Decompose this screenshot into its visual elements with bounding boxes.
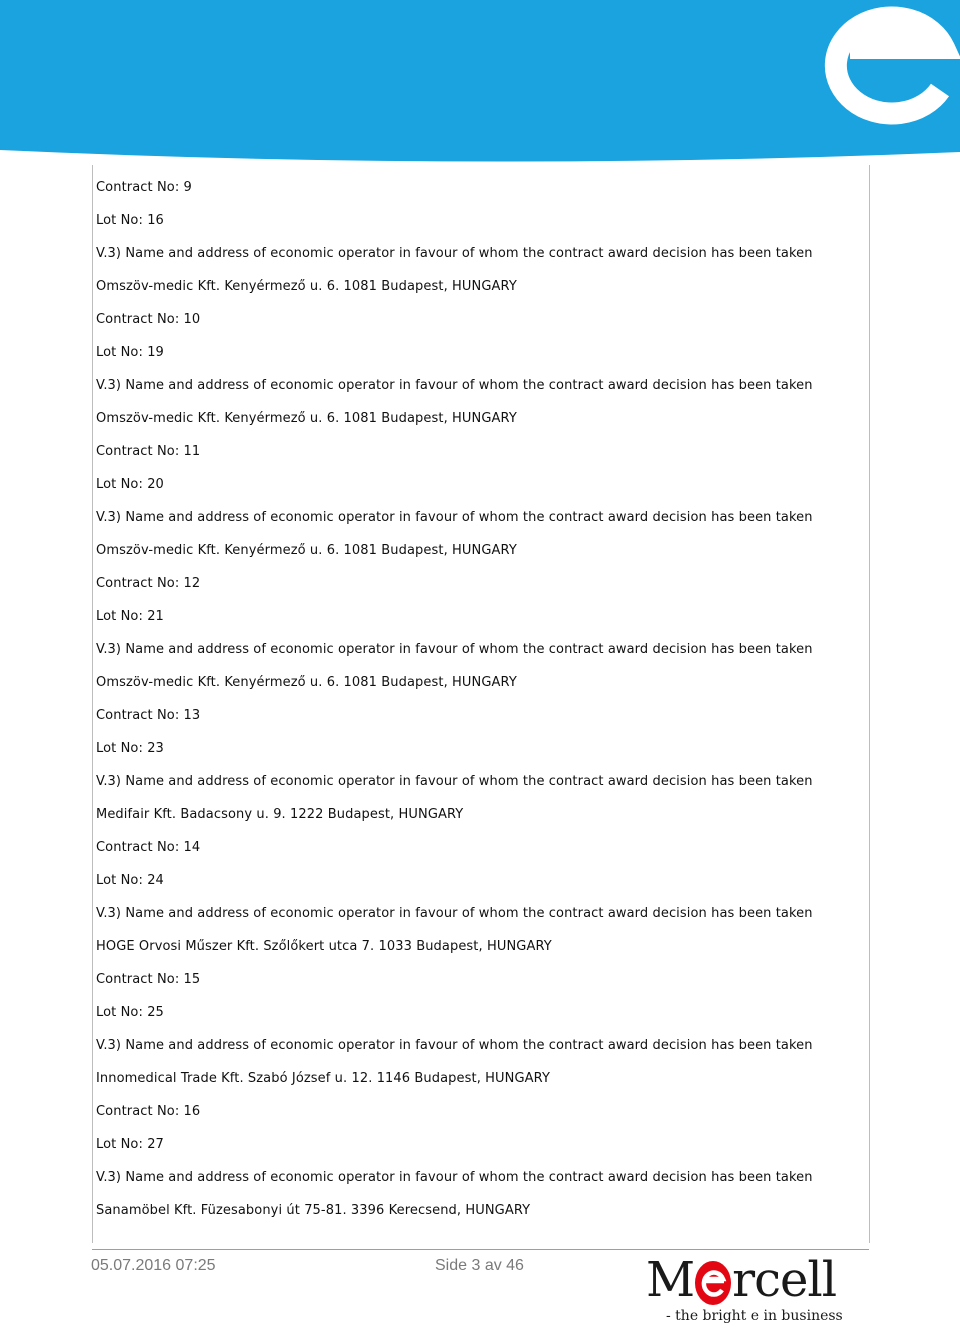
footer-timestamp: 05.07.2016 07:25 [91, 1257, 216, 1274]
section-heading-line: V.3) Name and address of economic operator in favour of whom the contract award decision has been taken [96, 906, 813, 921]
section-heading-line: V.3) Name and address of economic operator in favour of whom the contract award decision has been taken [96, 1170, 813, 1185]
footer-divider [92, 1249, 869, 1250]
lot-number-line: Lot No: 25 [96, 1005, 164, 1020]
section-heading-line: V.3) Name and address of economic operator in favour of whom the contract award decision has been taken [96, 642, 813, 657]
brand-tagline: - the bright e in business [666, 1308, 843, 1324]
contract-number-line: Contract No: 10 [96, 312, 201, 327]
operator-address-line: Omszöv-medic Kft. Kenyérmező u. 6. 1081 Budapest, HUNGARY [96, 675, 517, 690]
lot-number-line: Lot No: 16 [96, 213, 164, 228]
brand-name-rest: rcell [732, 1252, 837, 1308]
brand-wordmark [646, 1252, 836, 1308]
section-heading-line: V.3) Name and address of economic operator in favour of whom the contract award decision has been taken [96, 774, 813, 789]
lot-number-line: Lot No: 21 [96, 609, 164, 624]
operator-address-line: Omszöv-medic Kft. Kenyérmező u. 6. 1081 Budapest, HUNGARY [96, 279, 517, 294]
operator-address-line: Sanamöbel Kft. Füzesabonyi út 75-81. 3396 Kerecsend, HUNGARY [96, 1203, 531, 1218]
contract-number-line: Contract No: 12 [96, 576, 201, 591]
lot-number-line: Lot No: 19 [96, 345, 164, 360]
lot-number-line: Lot No: 23 [96, 741, 164, 756]
contract-number-line: Contract No: 16 [96, 1104, 201, 1119]
contract-number-line: Contract No: 15 [96, 972, 201, 987]
operator-address-line: Omszöv-medic Kft. Kenyérmező u. 6. 1081 Budapest, HUNGARY [96, 411, 517, 426]
award-notice-lines [96, 179, 856, 1235]
footer-page-number: Side 3 av 46 [435, 1257, 524, 1274]
marcell-logo [642, 1252, 870, 1329]
operator-address-line: Omszöv-medic Kft. Kenyérmező u. 6. 1081 Budapest, HUNGARY [96, 543, 517, 558]
operator-address-line: Innomedical Trade Kft. Szabó József u. 12. 1146 Budapest, HUNGARY [96, 1071, 550, 1086]
lot-number-line: Lot No: 24 [96, 873, 164, 888]
brand-name-first: M [646, 1252, 695, 1308]
operator-address-line: HOGE Orvosi Műszer Kft. Szőlőkert utca 7. 1033 Budapest, HUNGARY [96, 939, 552, 954]
red-e-icon [694, 1260, 732, 1306]
section-heading-line: V.3) Name and address of economic operator in favour of whom the contract award decision has been taken [96, 246, 813, 261]
lot-number-line: Lot No: 20 [96, 477, 164, 492]
contract-number-line: Contract No: 14 [96, 840, 201, 855]
section-heading-line: V.3) Name and address of economic operator in favour of whom the contract award decision has been taken [96, 378, 813, 393]
section-heading-line: V.3) Name and address of economic operator in favour of whom the contract award decision has been taken [96, 1038, 813, 1053]
header-band [0, 0, 960, 165]
contract-number-line: Contract No: 9 [96, 180, 192, 195]
lot-number-line: Lot No: 27 [96, 1137, 164, 1152]
section-heading-line: V.3) Name and address of economic operator in favour of whom the contract award decision has been taken [96, 510, 813, 525]
contract-number-line: Contract No: 13 [96, 708, 201, 723]
contract-number-line: Contract No: 11 [96, 444, 201, 459]
operator-address-line: Medifair Kft. Badacsony u. 9. 1222 Budapest, HUNGARY [96, 807, 464, 822]
